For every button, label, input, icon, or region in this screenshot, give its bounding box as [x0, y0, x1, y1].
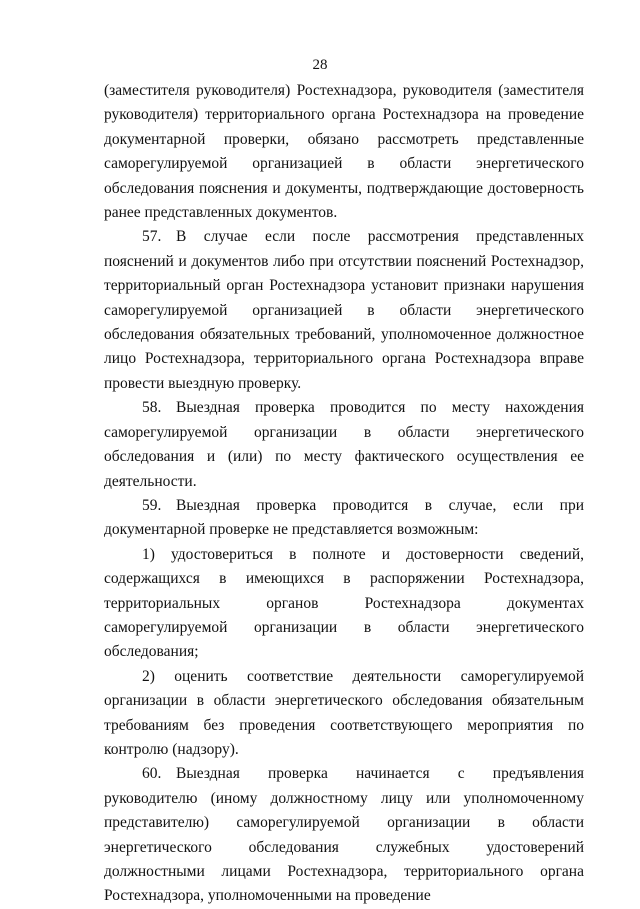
paragraph-continuation [104, 79, 584, 225]
list-item-1 [104, 543, 584, 665]
paragraph-60 [104, 762, 584, 908]
paragraph-58 [104, 396, 584, 494]
paragraph-text: Выездная проверка проводится в случае, если при документарной проверке не представляется возможным: [104, 496, 584, 539]
page-number: 28 [312, 57, 328, 73]
paragraph-text: Выездная проверка проводится по месту нахождения саморегулируемой организации в области энергетического обследования и (или) по месту фактического осуществления ее деятельности. [104, 399, 584, 490]
paragraph-number: 59. [142, 496, 162, 514]
paragraph-text: (заместителя руководителя) Ростехнадзора, руководителя (заместителя руководителя) территориального органа Ростехнадзора на проведение документарной проверки, обязано рассмотреть представленные саморегулируемой организацией в области энергетического обследования пояснения и документы, подтверждающие достоверность ранее представленных документов. [104, 82, 584, 222]
paragraph-text: В случае если после рассмотрения представленных пояснений и документов либо при отсутствии пояснений Ростехнадзор, территориальный орган Ростехнадзора установит признаки нарушения саморегулируемой организацией в области энергетического обследования обязательных требований, уполномоченное должностное лицо Ростехнадзора, территориального органа Ростехнадзора вправе провести выездную проверку. [104, 228, 584, 392]
paragraph-57 [104, 225, 584, 396]
paragraph-number: 60. [142, 765, 162, 783]
list-item-2 [104, 665, 584, 763]
paragraph-text: 2) оценить соответствие деятельности саморегулируемой организации в области энергетического обследования обязательным требованиям без проведения соответствующего мероприятия по контролю (надзору). [104, 667, 584, 758]
paragraph-text: 1) удостовериться в полноте и достоверности сведений, содержащихся в имеющихся в распоряжении Ростехнадзора, территориальных органов Ростехнадзора документах саморегулируемой организации в области энергетического обследования; [104, 545, 584, 661]
paragraph-number: 58. [142, 399, 162, 417]
paragraph-number: 57. [142, 228, 162, 246]
paragraph-text: Выездная проверка начинается с предъявления руководителю (иному должностному лицу или уполномоченному представителю) саморегулируемой организации в области энергетического обследования служебных удостоверений должностными лицами Ростехнадзора, территориального органа Ростехнадзора, уполномоченными на проведение [104, 765, 584, 905]
document-body [104, 79, 584, 909]
paragraph-59 [104, 494, 584, 543]
